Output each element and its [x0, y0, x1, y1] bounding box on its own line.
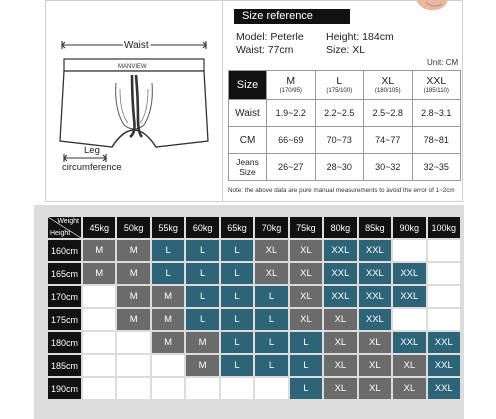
- table-cell: 70~73: [315, 127, 364, 154]
- size-cell: M: [83, 263, 115, 284]
- table-cell: 30~32: [364, 154, 413, 181]
- weight-header: 45kg: [83, 217, 115, 238]
- weight-header: 70kg: [255, 217, 287, 238]
- row-label-jeans: Jeans Size: [229, 154, 267, 181]
- size-cell: XXL: [428, 355, 460, 376]
- size-cell: XXL: [359, 309, 391, 330]
- corner-height-label: Height: [50, 230, 71, 237]
- size-cell: M: [152, 309, 184, 330]
- size-cell: L: [255, 309, 287, 330]
- size-cell: L: [186, 240, 218, 261]
- size-cell: XXL: [393, 286, 425, 307]
- size-cell: [152, 355, 184, 376]
- size-name: XL: [381, 74, 395, 87]
- size-cell: [428, 240, 460, 261]
- model-height: Height: 184cm: [326, 31, 394, 43]
- height-header: 175cm: [48, 309, 81, 330]
- height-header: 170cm: [48, 286, 81, 307]
- grid-row: [48, 332, 460, 353]
- height-header: 190cm: [48, 378, 81, 399]
- underwear-drawing: [46, 1, 222, 201]
- weight-header: 100kg: [428, 217, 460, 238]
- size-cell: XL: [324, 355, 356, 376]
- height-weight-size-grid: [46, 215, 462, 401]
- size-cell: XL: [290, 309, 322, 330]
- weight-header: 55kg: [152, 217, 184, 238]
- weight-header: 65kg: [221, 217, 253, 238]
- hand-icon: [412, 0, 452, 14]
- grid-row: [48, 309, 460, 330]
- table-cell: 2.8~3.1: [412, 100, 461, 127]
- size-name: M: [286, 74, 296, 87]
- model-waist: Waist: 77cm: [236, 44, 294, 56]
- unit-label: Unit: CM: [427, 58, 459, 67]
- size-cell: XXL: [359, 286, 391, 307]
- size-cell: XL: [324, 332, 356, 353]
- grid-row: [48, 240, 460, 261]
- table-cell: 26~27: [267, 154, 316, 181]
- row-label-cm: CM: [229, 127, 267, 154]
- size-cell: M: [117, 286, 149, 307]
- table-cell: 1.9~2.2: [267, 100, 316, 127]
- size-cell: L: [152, 240, 184, 261]
- brand-label: MANVIEW: [118, 64, 147, 70]
- table-cell: 74~77: [364, 127, 413, 154]
- size-sub: (170/95): [279, 87, 302, 94]
- size-reference-title: Size reference: [234, 9, 350, 24]
- size-cell: L: [255, 355, 287, 376]
- size-cell: XXL: [324, 240, 356, 261]
- weight-header: 80kg: [324, 217, 356, 238]
- height-header: 185cm: [48, 355, 81, 376]
- weight-header-row: [48, 217, 460, 238]
- size-cell: [117, 355, 149, 376]
- size-cell: L: [221, 309, 253, 330]
- size-col-xl: [364, 71, 413, 100]
- size-cell: XL: [290, 286, 322, 307]
- measurement-note: Note: the above data are pure manual measurements to avoid the error of 1~2cm: [228, 187, 455, 194]
- weight-header: 85kg: [359, 217, 391, 238]
- size-cell: [428, 263, 460, 284]
- grid-row: [48, 378, 460, 399]
- size-sub: (180/105): [374, 87, 401, 94]
- row-label-waist: Waist: [229, 100, 267, 127]
- weight-header: 50kg: [117, 217, 149, 238]
- size-cell: L: [221, 355, 253, 376]
- height-header: 180cm: [48, 332, 81, 353]
- size-cell: XXL: [393, 263, 425, 284]
- size-cell: [428, 286, 460, 307]
- table-cell: 28~30: [315, 154, 364, 181]
- size-cell: L: [152, 263, 184, 284]
- grid-row: [48, 355, 460, 376]
- size-cell: L: [255, 286, 287, 307]
- weight-header: 60kg: [186, 217, 218, 238]
- size-cell: XL: [290, 240, 322, 261]
- size-cell: XL: [359, 378, 391, 399]
- size-cell: [83, 378, 115, 399]
- size-header-row: [229, 71, 461, 100]
- size-cell: L: [221, 240, 253, 261]
- size-cell: L: [290, 355, 322, 376]
- table-cell: 32~35: [412, 154, 461, 181]
- height-header: 165cm: [48, 263, 81, 284]
- size-cell: [117, 332, 149, 353]
- size-cell: [221, 378, 253, 399]
- height-header: 160cm: [48, 240, 81, 261]
- table-cell: 2.2~2.5: [315, 100, 364, 127]
- size-cell: L: [255, 332, 287, 353]
- weight-header: 75kg: [290, 217, 322, 238]
- size-cell: L: [221, 332, 253, 353]
- size-cell: L: [186, 286, 218, 307]
- size-cell: [393, 309, 425, 330]
- size-cell: XXL: [324, 263, 356, 284]
- size-measurement-table: [228, 70, 461, 181]
- waist-label: Waist: [124, 40, 149, 51]
- size-sub: (185/110): [423, 87, 449, 94]
- size-cell: [83, 355, 115, 376]
- size-cell: [83, 286, 115, 307]
- table-row: [229, 100, 461, 127]
- grid-corner: [48, 217, 81, 238]
- size-cell: XXL: [324, 286, 356, 307]
- size-cell: XL: [255, 240, 287, 261]
- leg-label-line2: circumference: [62, 162, 122, 173]
- size-cell: L: [290, 378, 322, 399]
- weight-header: 90kg: [393, 217, 425, 238]
- panel-divider: [222, 1, 223, 201]
- size-col-l: [315, 71, 364, 100]
- table-cell: 78~81: [412, 127, 461, 154]
- table-row: [229, 127, 461, 154]
- size-cell: [255, 378, 287, 399]
- size-cell: M: [83, 240, 115, 261]
- size-cell: M: [152, 332, 184, 353]
- size-cell: [428, 309, 460, 330]
- size-cell: [393, 240, 425, 261]
- size-cell: XL: [393, 355, 425, 376]
- size-cell: XL: [290, 263, 322, 284]
- size-cell: L: [186, 263, 218, 284]
- size-cell: L: [290, 332, 322, 353]
- size-cell: M: [117, 309, 149, 330]
- size-cell: XXL: [428, 378, 460, 399]
- table-cell: 66~69: [267, 127, 316, 154]
- size-cell: XL: [324, 309, 356, 330]
- size-cell: XXL: [359, 240, 391, 261]
- size-cell: XXL: [393, 332, 425, 353]
- size-cell: XXL: [359, 263, 391, 284]
- model-size: Size: XL: [326, 44, 366, 56]
- size-cell: M: [117, 263, 149, 284]
- size-col-m: [267, 71, 316, 100]
- size-cell: M: [186, 332, 218, 353]
- size-name: L: [336, 74, 343, 87]
- size-cell: M: [152, 286, 184, 307]
- table-row: [229, 154, 461, 181]
- corner-weight-label: Weight: [57, 218, 79, 225]
- size-col-xxl: [412, 71, 461, 100]
- size-cell: XL: [359, 355, 391, 376]
- size-cell: [83, 332, 115, 353]
- model-name: Model: Peterle: [236, 31, 304, 43]
- size-cell: [186, 378, 218, 399]
- leg-label-line1: Leg: [84, 145, 100, 156]
- grid-row: [48, 286, 460, 307]
- size-cell: XL: [359, 332, 391, 353]
- size-cell: XL: [255, 263, 287, 284]
- size-cell: XL: [393, 378, 425, 399]
- size-sub: (175/100): [326, 87, 353, 94]
- size-cell: L: [186, 309, 218, 330]
- size-cell: [117, 378, 149, 399]
- size-cell: [152, 378, 184, 399]
- size-cell: XXL: [428, 332, 460, 353]
- size-cell: M: [186, 355, 218, 376]
- size-cell: L: [221, 263, 253, 284]
- size-name: XXL: [426, 74, 447, 87]
- table-cell: 2.5~2.8: [364, 100, 413, 127]
- size-cell: M: [117, 240, 149, 261]
- size-corner: Size: [229, 71, 267, 100]
- size-cell: XL: [324, 378, 356, 399]
- size-cell: L: [221, 286, 253, 307]
- size-cell: [83, 309, 115, 330]
- grid-row: [48, 263, 460, 284]
